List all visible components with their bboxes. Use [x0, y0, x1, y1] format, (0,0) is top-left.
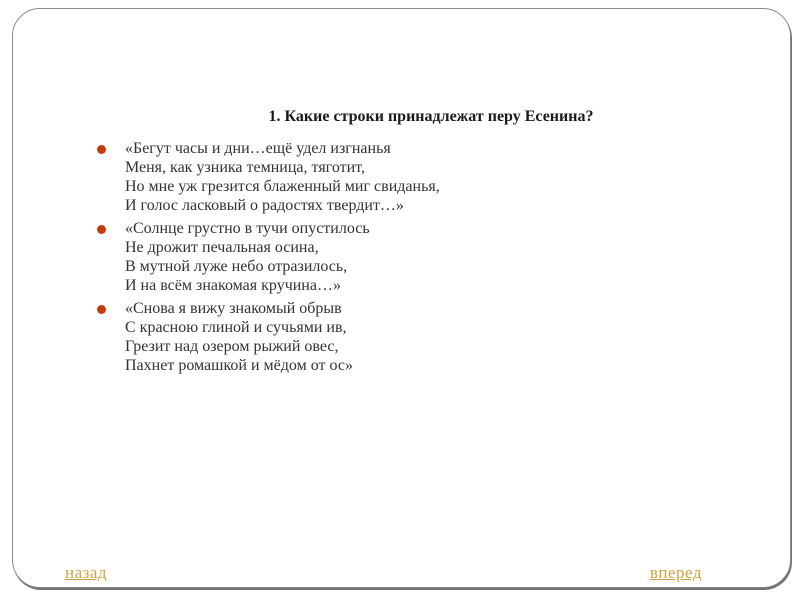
poem-line: С красною глиной и сучьями ив,: [125, 319, 347, 336]
poem-line: Пахнет ромашкой и мёдом от ос»: [125, 357, 353, 374]
poem-line: Грезит над озером рыжий овес,: [125, 338, 339, 355]
slide: [12, 8, 791, 588]
bullet-item: [97, 219, 737, 295]
bullet-item: [97, 299, 737, 375]
slide-title: 1. Какие строки принадлежат перу Есенина?: [268, 108, 594, 125]
poem-line: Меня, как узника темница, тяготит,: [125, 159, 365, 176]
bullet-icon: [97, 225, 106, 234]
poem-line: В мутной луже небо отразилось,: [125, 258, 348, 275]
bullet-item: [97, 139, 737, 215]
poem-line: Не дрожит печальная осина,: [125, 239, 319, 256]
back-link[interactable]: назад: [65, 563, 108, 582]
poem-line: И на всём знакомая кручина…»: [125, 277, 341, 294]
poem-line: «Солнце грустно в тучи опустилось: [125, 220, 370, 237]
bullet-icon: [97, 305, 106, 314]
bullet-icon: [97, 145, 106, 154]
forward-link[interactable]: вперед: [649, 563, 702, 582]
poem-line: И голос ласковый о радостях твердит…»: [125, 197, 404, 214]
poem-line: «Бегут часы и дни…ещё удел изгнанья: [125, 140, 391, 157]
poem-line: «Снова я вижу знакомый обрыв: [125, 300, 342, 317]
poem-line: Но мне уж грезится блаженный миг свиданья,: [125, 178, 440, 195]
bullet-list: [97, 139, 737, 379]
